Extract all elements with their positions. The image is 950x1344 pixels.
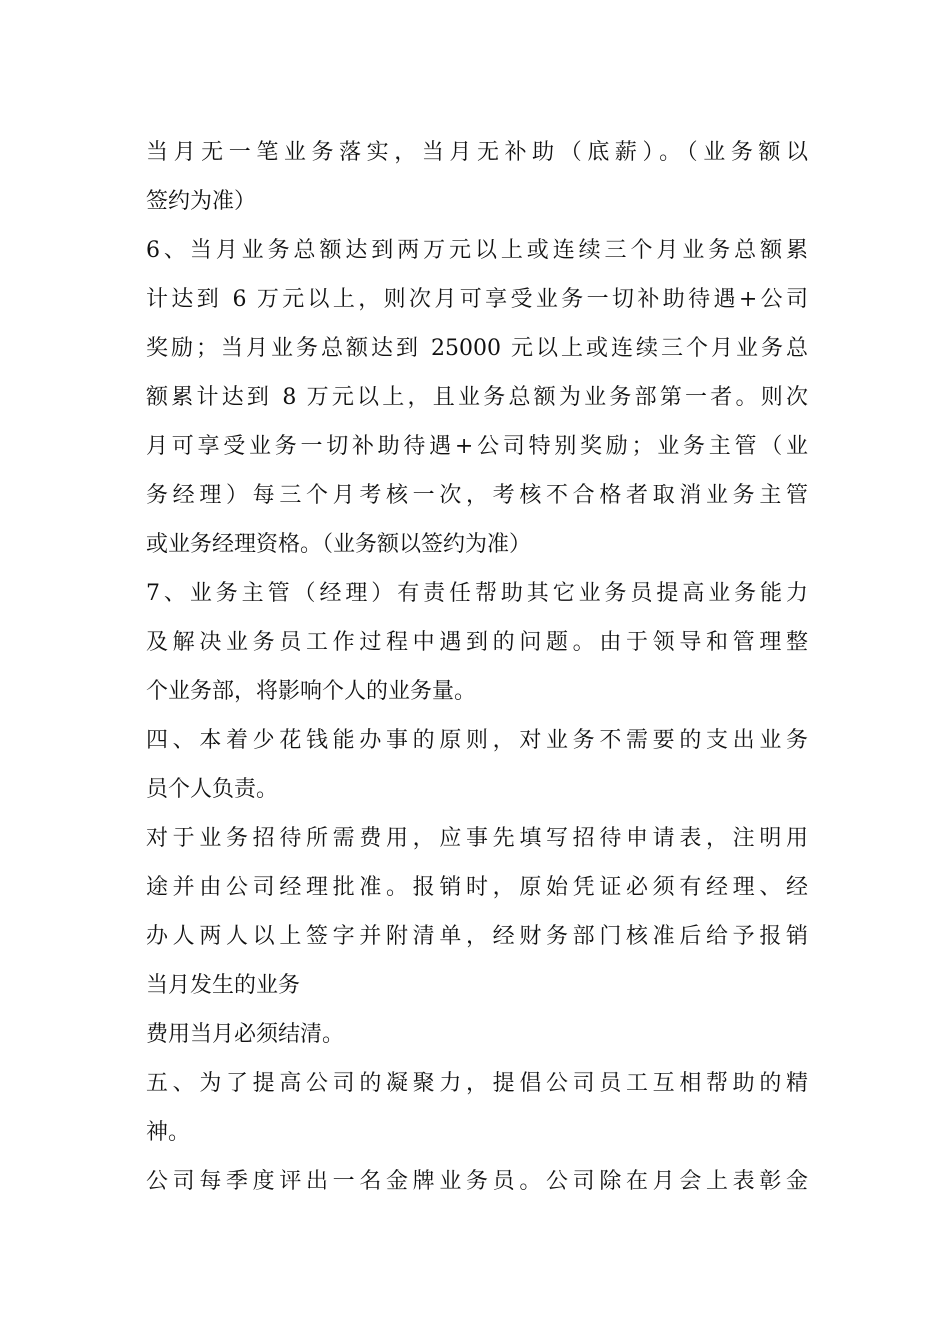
text-line: 计达到 6 万元以上，则次月可享受业务一切补助待遇+公司 bbox=[146, 287, 808, 312]
text-line: 额累计达到 8 万元以上，且业务总额为业务部第一者。则次 bbox=[146, 385, 808, 410]
text-line: 或业务经理资格。（业务额以签约为准） bbox=[146, 532, 532, 557]
text-line: 7、业务主管（经理）有责任帮助其它业务员提高业务能力 bbox=[146, 581, 808, 606]
text-line: 四、本着少花钱能办事的原则，对业务不需要的支出业务 bbox=[146, 728, 808, 753]
text-line: 神。 bbox=[146, 1120, 191, 1145]
text-line: 途并由公司经理批准。报销时，原始凭证必须有经理、经 bbox=[146, 875, 808, 900]
text-line: 五、为了提高公司的凝聚力，提倡公司员工互相帮助的精 bbox=[146, 1071, 808, 1096]
text-line: 及解决业务员工作过程中遇到的问题。由于领导和管理整 bbox=[146, 630, 808, 655]
text-line: 办人两人以上签字并附清单，经财务部门核准后给予报销 bbox=[146, 924, 808, 949]
text-line: 费用当月必须结清。 bbox=[146, 1022, 345, 1047]
text-line: 当月发生的业务 bbox=[146, 973, 301, 998]
text-line: 个业务部，将影响个人的业务量。 bbox=[146, 679, 477, 704]
text-line: 务经理）每三个月考核一次，考核不合格者取消业务主管 bbox=[146, 483, 808, 508]
text-line: 员个人负责。 bbox=[146, 777, 279, 802]
text-line: 签约为准） bbox=[146, 189, 257, 214]
text-line: 当月无一笔业务落实，当月无补助（底薪）。（业务额以 bbox=[146, 140, 808, 165]
text-line: 6、当月业务总额达到两万元以上或连续三个月业务总额累 bbox=[146, 238, 808, 263]
text-line: 奖励；当月业务总额达到 25000 元以上或连续三个月业务总 bbox=[146, 336, 808, 361]
text-line: 月可享受业务一切补助待遇+公司特别奖励；业务主管（业 bbox=[146, 434, 808, 459]
text-line: 公司每季度评出一名金牌业务员。公司除在月会上表彰金 bbox=[146, 1169, 808, 1194]
text-line: 对于业务招待所需费用，应事先填写招待申请表，注明用 bbox=[146, 826, 808, 851]
document-page bbox=[146, 128, 808, 1206]
